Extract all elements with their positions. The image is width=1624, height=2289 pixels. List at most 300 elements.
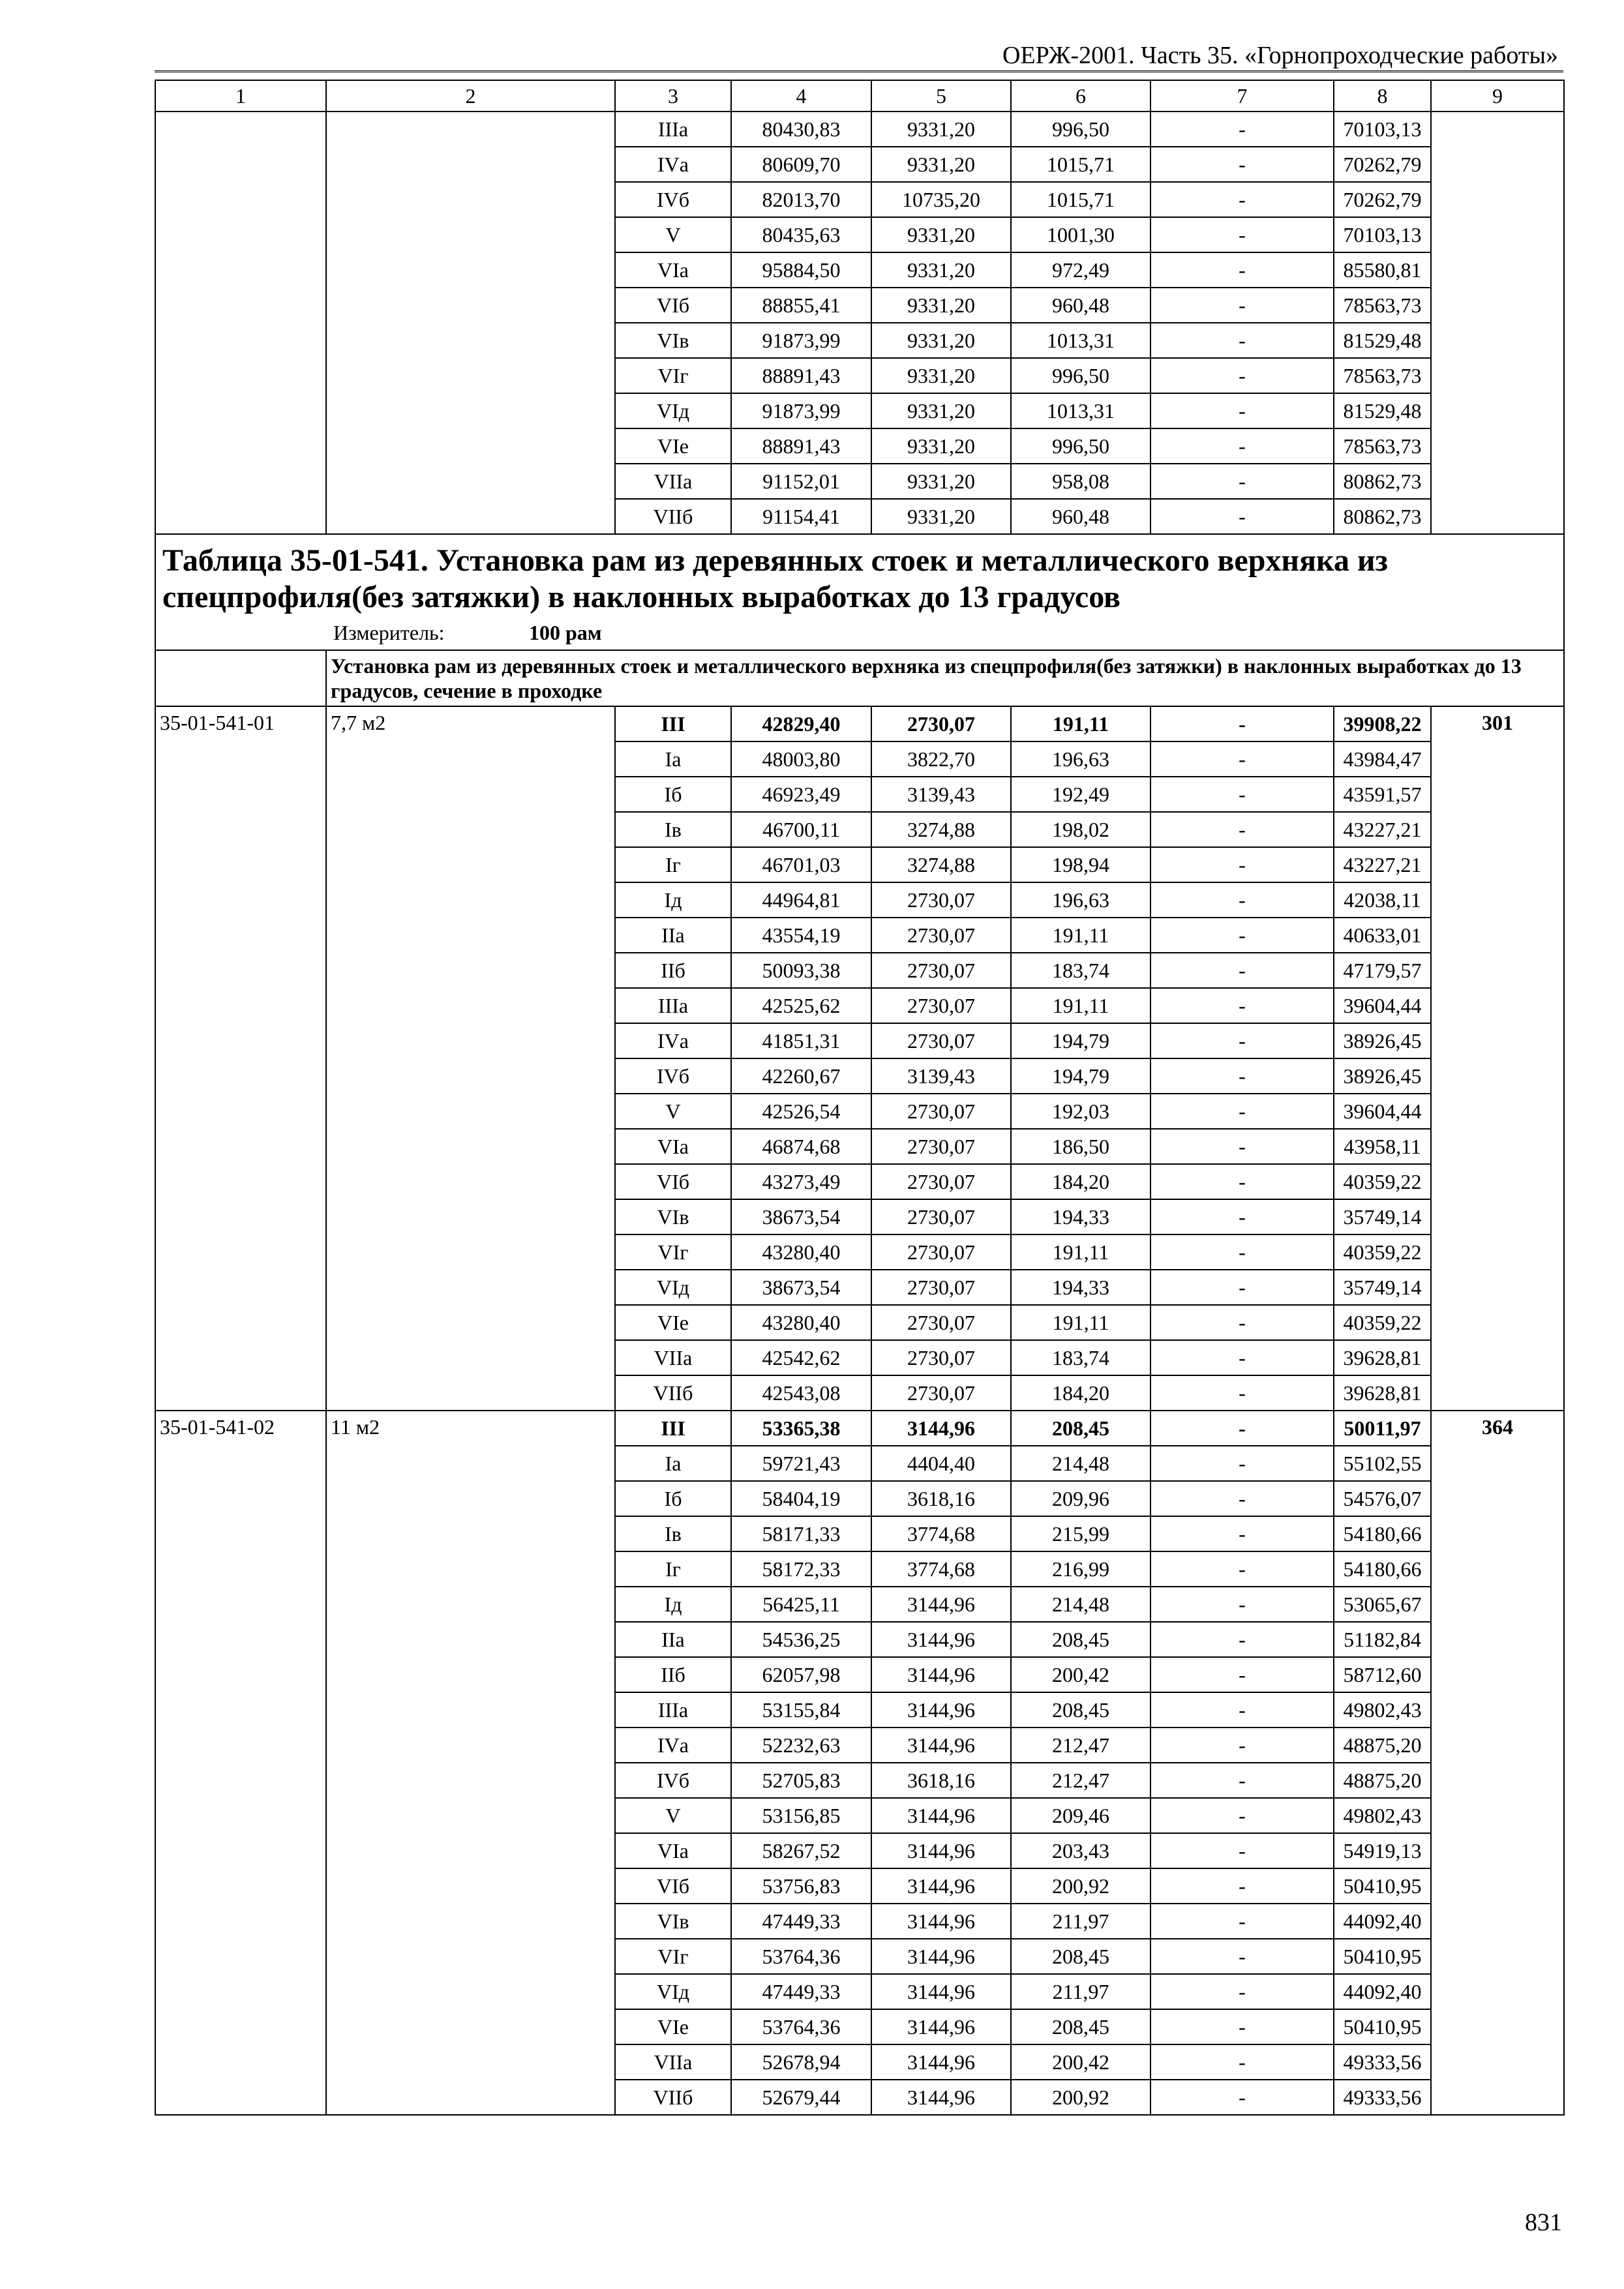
value-cell: - xyxy=(1150,1023,1334,1058)
value-cell: - xyxy=(1150,2080,1334,2115)
value-cell: 2730,07 xyxy=(871,1199,1011,1234)
value-cell: - xyxy=(1150,1939,1334,1974)
value-cell: VIд xyxy=(615,1974,731,2009)
value-cell: VIв xyxy=(615,1199,731,1234)
value-cell: VIIа xyxy=(615,464,731,499)
value-cell: 44964,81 xyxy=(731,882,871,918)
value-cell: Iв xyxy=(615,1516,731,1551)
value-cell: 85580,81 xyxy=(1334,252,1431,288)
value-cell: 50011,97 xyxy=(1334,1411,1431,1446)
value-cell: 43984,47 xyxy=(1334,741,1431,777)
value-cell: 3139,43 xyxy=(871,1058,1011,1094)
value-cell: 70103,13 xyxy=(1334,112,1431,147)
value-cell: VIа xyxy=(615,252,731,288)
value-cell: 9331,20 xyxy=(871,428,1011,464)
value-cell: 42260,67 xyxy=(731,1058,871,1094)
value-cell: VIе xyxy=(615,1305,731,1340)
table-row xyxy=(155,706,1564,741)
value-cell: 3144,96 xyxy=(871,2009,1011,2044)
value-cell: VIIб xyxy=(615,1375,731,1411)
value-cell: 51182,84 xyxy=(1334,1622,1431,1657)
value-cell: - xyxy=(1150,1199,1334,1234)
value-cell: IIIа xyxy=(615,1692,731,1728)
value-cell: 52232,63 xyxy=(731,1728,871,1763)
value-cell: 9331,20 xyxy=(871,112,1011,147)
value-cell: 38673,54 xyxy=(731,1270,871,1305)
value-cell: - xyxy=(1150,323,1334,358)
value-cell: VIIа xyxy=(615,2044,731,2080)
value-cell: - xyxy=(1150,812,1334,847)
value-cell: 62057,98 xyxy=(731,1657,871,1692)
value-cell: 214,48 xyxy=(1011,1446,1150,1481)
value-cell: III xyxy=(615,706,731,741)
value-cell: 184,20 xyxy=(1011,1164,1150,1199)
value-cell: 2730,07 xyxy=(871,953,1011,988)
value-cell: - xyxy=(1150,358,1334,393)
value-cell: 43227,21 xyxy=(1334,847,1431,882)
value-cell: 3144,96 xyxy=(871,1657,1011,1692)
value-cell: IIIа xyxy=(615,112,731,147)
value-cell: IIа xyxy=(615,1622,731,1657)
value-cell: 9331,20 xyxy=(871,393,1011,428)
value-cell: 49333,56 xyxy=(1334,2044,1431,2080)
value-cell: 42525,62 xyxy=(731,988,871,1023)
value-cell: 183,74 xyxy=(1011,1340,1150,1375)
value-cell: 47449,33 xyxy=(731,1974,871,2009)
value-cell: 58267,52 xyxy=(731,1833,871,1868)
value-cell: V xyxy=(615,217,731,252)
value-cell: 198,94 xyxy=(1011,847,1150,882)
value-cell: 58172,33 xyxy=(731,1551,871,1587)
table-body xyxy=(155,80,1564,2115)
value-cell: 2730,07 xyxy=(871,1375,1011,1411)
value-cell: 56425,11 xyxy=(731,1587,871,1622)
value-cell: 191,11 xyxy=(1011,988,1150,1023)
value-cell: 53764,36 xyxy=(731,1939,871,1974)
value-cell: 9331,20 xyxy=(871,464,1011,499)
value-cell: 48875,20 xyxy=(1334,1763,1431,1798)
value-cell: 43554,19 xyxy=(731,918,871,953)
value-cell: 2730,07 xyxy=(871,882,1011,918)
value-cell: - xyxy=(1150,1974,1334,2009)
value-cell: 194,79 xyxy=(1011,1023,1150,1058)
value-cell: VIд xyxy=(615,1270,731,1305)
table-title: Таблица 35-01-541. Установка рам из деревянных стоек и металлического верхняка из спецпрофиля(без затяжки) в наклонных выработках до 13 градусов xyxy=(162,543,1388,614)
value-cell: 2730,07 xyxy=(871,706,1011,741)
value-cell: 216,99 xyxy=(1011,1551,1150,1587)
value-cell: - xyxy=(1150,1446,1334,1481)
col9-value: 301 xyxy=(1431,706,1564,1411)
meter-line xyxy=(162,616,1557,650)
code-cell-empty xyxy=(155,112,326,534)
value-cell: 54576,07 xyxy=(1334,1481,1431,1516)
value-cell: 2730,07 xyxy=(871,918,1011,953)
value-cell: 3274,88 xyxy=(871,812,1011,847)
value-cell: 46701,03 xyxy=(731,847,871,882)
value-cell: 211,97 xyxy=(1011,1904,1150,1939)
value-cell: - xyxy=(1150,2009,1334,2044)
value-cell: 191,11 xyxy=(1011,1305,1150,1340)
value-cell: IVа xyxy=(615,1023,731,1058)
value-cell: 3144,96 xyxy=(871,1974,1011,2009)
value-cell: - xyxy=(1150,252,1334,288)
value-cell: 43227,21 xyxy=(1334,812,1431,847)
value-cell: 209,96 xyxy=(1011,1481,1150,1516)
value-cell: 191,11 xyxy=(1011,918,1150,953)
value-cell: VIе xyxy=(615,428,731,464)
value-cell: 95884,50 xyxy=(731,252,871,288)
page-header xyxy=(155,40,1563,72)
value-cell: 44092,40 xyxy=(1334,1904,1431,1939)
description-empty-cell xyxy=(155,650,326,706)
value-cell: 2730,07 xyxy=(871,1270,1011,1305)
value-cell: 958,08 xyxy=(1011,464,1150,499)
value-cell: - xyxy=(1150,2044,1334,2080)
value-cell: 40359,22 xyxy=(1334,1234,1431,1270)
value-cell: 9331,20 xyxy=(871,217,1011,252)
value-cell: 88855,41 xyxy=(731,288,871,323)
value-cell: III xyxy=(615,1411,731,1446)
value-cell: IIб xyxy=(615,953,731,988)
value-cell: 198,02 xyxy=(1011,812,1150,847)
value-cell: - xyxy=(1150,1868,1334,1904)
meter-label: Измеритель: xyxy=(333,621,445,644)
value-cell: 192,49 xyxy=(1011,777,1150,812)
value-cell: 40359,22 xyxy=(1334,1164,1431,1199)
value-cell: - xyxy=(1150,1587,1334,1622)
value-cell: 42542,62 xyxy=(731,1340,871,1375)
value-cell: Iб xyxy=(615,777,731,812)
value-cell: - xyxy=(1150,393,1334,428)
value-cell: 3774,68 xyxy=(871,1516,1011,1551)
value-cell: 48003,80 xyxy=(731,741,871,777)
value-cell: - xyxy=(1150,1375,1334,1411)
value-cell: 54919,13 xyxy=(1334,1833,1431,1868)
value-cell: Iд xyxy=(615,1587,731,1622)
value-cell: 1013,31 xyxy=(1011,393,1150,428)
value-cell: 49802,43 xyxy=(1334,1692,1431,1728)
value-cell: 3139,43 xyxy=(871,777,1011,812)
value-cell: - xyxy=(1150,706,1334,741)
value-cell: 3144,96 xyxy=(871,1692,1011,1728)
value-cell: 70262,79 xyxy=(1334,147,1431,182)
value-cell: 43273,49 xyxy=(731,1164,871,1199)
value-cell: 35749,14 xyxy=(1334,1270,1431,1305)
value-cell: 42829,40 xyxy=(731,706,871,741)
value-cell: - xyxy=(1150,741,1334,777)
value-cell: 212,47 xyxy=(1011,1728,1150,1763)
column-number: 5 xyxy=(871,80,1011,112)
value-cell: VIг xyxy=(615,1939,731,1974)
document-title: ОЕРЖ-2001. Часть 35. «Горнопроходческие работы» xyxy=(1002,42,1558,69)
value-cell: 3144,96 xyxy=(871,2080,1011,2115)
column-number: 7 xyxy=(1150,80,1334,112)
value-cell: 2730,07 xyxy=(871,1023,1011,1058)
value-cell: 9331,20 xyxy=(871,323,1011,358)
value-cell: VIа xyxy=(615,1129,731,1164)
rate-code: 35-01-541-02 xyxy=(155,1411,326,2115)
value-cell: 50093,38 xyxy=(731,953,871,988)
value-cell: 209,46 xyxy=(1011,1798,1150,1833)
value-cell: 191,11 xyxy=(1011,706,1150,741)
value-cell: - xyxy=(1150,464,1334,499)
value-cell: 2730,07 xyxy=(871,988,1011,1023)
value-cell: 58712,60 xyxy=(1334,1657,1431,1692)
value-cell: 59721,43 xyxy=(731,1446,871,1481)
value-cell: 46700,11 xyxy=(731,812,871,847)
table-title-row xyxy=(155,534,1564,650)
value-cell: IIб xyxy=(615,1657,731,1692)
column-number: 4 xyxy=(731,80,871,112)
value-cell: 47449,33 xyxy=(731,1904,871,1939)
value-cell: - xyxy=(1150,953,1334,988)
value-cell: 211,97 xyxy=(1011,1974,1150,2009)
value-cell: - xyxy=(1150,1411,1334,1446)
value-cell: 39628,81 xyxy=(1334,1340,1431,1375)
value-cell: 42543,08 xyxy=(731,1375,871,1411)
value-cell: - xyxy=(1150,1129,1334,1164)
value-cell: 996,50 xyxy=(1011,112,1150,147)
column-number: 6 xyxy=(1011,80,1150,112)
value-cell: VIб xyxy=(615,1868,731,1904)
rates-table xyxy=(155,80,1565,2116)
value-cell: 39604,44 xyxy=(1334,1094,1431,1129)
value-cell: 53065,67 xyxy=(1334,1587,1431,1622)
value-cell: 9331,20 xyxy=(871,358,1011,393)
value-cell: - xyxy=(1150,1657,1334,1692)
value-cell: - xyxy=(1150,1904,1334,1939)
section-size: 11 м2 xyxy=(326,1411,615,2115)
value-cell: 55102,55 xyxy=(1334,1446,1431,1481)
value-cell: - xyxy=(1150,1728,1334,1763)
value-cell: - xyxy=(1150,847,1334,882)
value-cell: 1001,30 xyxy=(1011,217,1150,252)
value-cell: 91152,01 xyxy=(731,464,871,499)
value-cell: 196,63 xyxy=(1011,882,1150,918)
value-cell: 3144,96 xyxy=(871,1868,1011,1904)
value-cell: - xyxy=(1150,288,1334,323)
value-cell: 54536,25 xyxy=(731,1622,871,1657)
value-cell: 3144,96 xyxy=(871,1798,1011,1833)
meter-value: 100 рам xyxy=(529,621,602,644)
value-cell: - xyxy=(1150,1551,1334,1587)
value-cell: 3144,96 xyxy=(871,1587,1011,1622)
value-cell: 186,50 xyxy=(1011,1129,1150,1164)
value-cell: 194,33 xyxy=(1011,1199,1150,1234)
value-cell: 49802,43 xyxy=(1334,1798,1431,1833)
value-cell: - xyxy=(1150,1622,1334,1657)
value-cell: Iг xyxy=(615,1551,731,1587)
table-row xyxy=(155,112,1564,147)
value-cell: 208,45 xyxy=(1011,1939,1150,1974)
value-cell: VIв xyxy=(615,1904,731,1939)
column-number: 8 xyxy=(1334,80,1431,112)
value-cell: IVб xyxy=(615,1058,731,1094)
value-cell: 194,79 xyxy=(1011,1058,1150,1094)
value-cell: IVб xyxy=(615,1763,731,1798)
value-cell: 52679,44 xyxy=(731,2080,871,2115)
column-number: 2 xyxy=(326,80,615,112)
value-cell: 42526,54 xyxy=(731,1094,871,1129)
value-cell: Iв xyxy=(615,812,731,847)
value-cell: 196,63 xyxy=(1011,741,1150,777)
value-cell: 3144,96 xyxy=(871,1939,1011,1974)
description-cell: Установка рам из деревянных стоек и металлического верхняка из спецпрофиля(без затяжки) в наклонных выработках до 13 градусов, сечение в проходке xyxy=(326,650,1564,706)
column-number: 1 xyxy=(155,80,326,112)
value-cell: VIе xyxy=(615,2009,731,2044)
value-cell: 212,47 xyxy=(1011,1763,1150,1798)
value-cell: 91873,99 xyxy=(731,323,871,358)
value-cell: 50410,95 xyxy=(1334,2009,1431,2044)
col9-cell-empty xyxy=(1431,112,1564,534)
value-cell: VIг xyxy=(615,358,731,393)
value-cell: 3144,96 xyxy=(871,1411,1011,1446)
value-cell: 40633,01 xyxy=(1334,918,1431,953)
value-cell: 78563,73 xyxy=(1334,288,1431,323)
value-cell: 2730,07 xyxy=(871,1129,1011,1164)
value-cell: 88891,43 xyxy=(731,358,871,393)
table-row xyxy=(155,1411,1564,1446)
value-cell: 214,48 xyxy=(1011,1587,1150,1622)
value-cell: 82013,70 xyxy=(731,182,871,217)
value-cell: Iа xyxy=(615,1446,731,1481)
value-cell: - xyxy=(1150,1516,1334,1551)
value-cell: VIв xyxy=(615,323,731,358)
value-cell: 208,45 xyxy=(1011,1411,1150,1446)
value-cell: Iб xyxy=(615,1481,731,1516)
value-cell: 3144,96 xyxy=(871,2044,1011,2080)
value-cell: 42038,11 xyxy=(1334,882,1431,918)
value-cell: 91154,41 xyxy=(731,499,871,534)
value-cell: 39908,22 xyxy=(1334,706,1431,741)
value-cell: - xyxy=(1150,1798,1334,1833)
value-cell: - xyxy=(1150,1094,1334,1129)
value-cell: 9331,20 xyxy=(871,147,1011,182)
value-cell: VIг xyxy=(615,1234,731,1270)
value-cell: 3144,96 xyxy=(871,1622,1011,1657)
value-cell: 52705,83 xyxy=(731,1763,871,1798)
value-cell: - xyxy=(1150,1305,1334,1340)
value-cell: IVа xyxy=(615,147,731,182)
column-numbers-row xyxy=(155,80,1564,112)
value-cell: 53365,38 xyxy=(731,1411,871,1446)
value-cell: 50410,95 xyxy=(1334,1939,1431,1974)
value-cell: 4404,40 xyxy=(871,1446,1011,1481)
value-cell: - xyxy=(1150,112,1334,147)
value-cell: 91873,99 xyxy=(731,393,871,428)
value-cell: 192,03 xyxy=(1011,1094,1150,1129)
col9-value: 364 xyxy=(1431,1411,1564,2115)
value-cell: 58171,33 xyxy=(731,1516,871,1551)
value-cell: 43591,57 xyxy=(1334,777,1431,812)
value-cell: - xyxy=(1150,147,1334,182)
value-cell: IVб xyxy=(615,182,731,217)
value-cell: 81529,48 xyxy=(1334,323,1431,358)
value-cell: 80862,73 xyxy=(1334,464,1431,499)
value-cell: 3822,70 xyxy=(871,741,1011,777)
value-cell: 38673,54 xyxy=(731,1199,871,1234)
value-cell: IIа xyxy=(615,918,731,953)
value-cell: 184,20 xyxy=(1011,1375,1150,1411)
value-cell: 208,45 xyxy=(1011,2009,1150,2044)
value-cell: - xyxy=(1150,988,1334,1023)
value-cell: 3144,96 xyxy=(871,1904,1011,1939)
rate-code: 35-01-541-01 xyxy=(155,706,326,1411)
value-cell: 53156,85 xyxy=(731,1798,871,1833)
value-cell: - xyxy=(1150,1692,1334,1728)
value-cell: - xyxy=(1150,1481,1334,1516)
value-cell: 78563,73 xyxy=(1334,358,1431,393)
value-cell: VIа xyxy=(615,1833,731,1868)
value-cell: 38926,45 xyxy=(1334,1023,1431,1058)
value-cell: 43280,40 xyxy=(731,1305,871,1340)
value-cell: 3144,96 xyxy=(871,1728,1011,1763)
value-cell: 3774,68 xyxy=(871,1551,1011,1587)
value-cell: IVа xyxy=(615,1728,731,1763)
value-cell: 53155,84 xyxy=(731,1692,871,1728)
value-cell: 88891,43 xyxy=(731,428,871,464)
value-cell: V xyxy=(615,1094,731,1129)
description-row xyxy=(155,650,1564,706)
value-cell: VIIб xyxy=(615,499,731,534)
section-cell-empty xyxy=(326,112,615,534)
value-cell: 39628,81 xyxy=(1334,1375,1431,1411)
value-cell: 200,42 xyxy=(1011,1657,1150,1692)
value-cell: 50410,95 xyxy=(1334,1868,1431,1904)
value-cell: - xyxy=(1150,1833,1334,1868)
value-cell: 2730,07 xyxy=(871,1340,1011,1375)
value-cell: 54180,66 xyxy=(1334,1551,1431,1587)
value-cell: 9331,20 xyxy=(871,288,1011,323)
value-cell: 80862,73 xyxy=(1334,499,1431,534)
value-cell: - xyxy=(1150,918,1334,953)
value-cell: 48875,20 xyxy=(1334,1728,1431,1763)
value-cell: 3144,96 xyxy=(871,1833,1011,1868)
value-cell: 54180,66 xyxy=(1334,1516,1431,1551)
value-cell: VIд xyxy=(615,393,731,428)
value-cell: 43280,40 xyxy=(731,1234,871,1270)
value-cell: 35749,14 xyxy=(1334,1199,1431,1234)
value-cell: - xyxy=(1150,499,1334,534)
value-cell: - xyxy=(1150,1164,1334,1199)
value-cell: VIб xyxy=(615,1164,731,1199)
value-cell: 49333,56 xyxy=(1334,2080,1431,2115)
column-number: 3 xyxy=(615,80,731,112)
value-cell: - xyxy=(1150,777,1334,812)
value-cell: 43958,11 xyxy=(1334,1129,1431,1164)
value-cell: 1015,71 xyxy=(1011,182,1150,217)
value-cell: - xyxy=(1150,882,1334,918)
value-cell: 78563,73 xyxy=(1334,428,1431,464)
value-cell: - xyxy=(1150,1234,1334,1270)
value-cell: 3618,16 xyxy=(871,1481,1011,1516)
value-cell: 3618,16 xyxy=(871,1763,1011,1798)
value-cell: 70103,13 xyxy=(1334,217,1431,252)
value-cell: 40359,22 xyxy=(1334,1305,1431,1340)
value-cell: 47179,57 xyxy=(1334,953,1431,988)
value-cell: 208,45 xyxy=(1011,1692,1150,1728)
value-cell: - xyxy=(1150,1270,1334,1305)
value-cell: 208,45 xyxy=(1011,1622,1150,1657)
value-cell: 70262,79 xyxy=(1334,182,1431,217)
page-number: 831 xyxy=(1525,2209,1562,2236)
value-cell: - xyxy=(1150,1763,1334,1798)
value-cell: - xyxy=(1150,182,1334,217)
column-number: 9 xyxy=(1431,80,1564,112)
value-cell: 960,48 xyxy=(1011,288,1150,323)
value-cell: 80609,70 xyxy=(731,147,871,182)
value-cell: 53756,83 xyxy=(731,1868,871,1904)
